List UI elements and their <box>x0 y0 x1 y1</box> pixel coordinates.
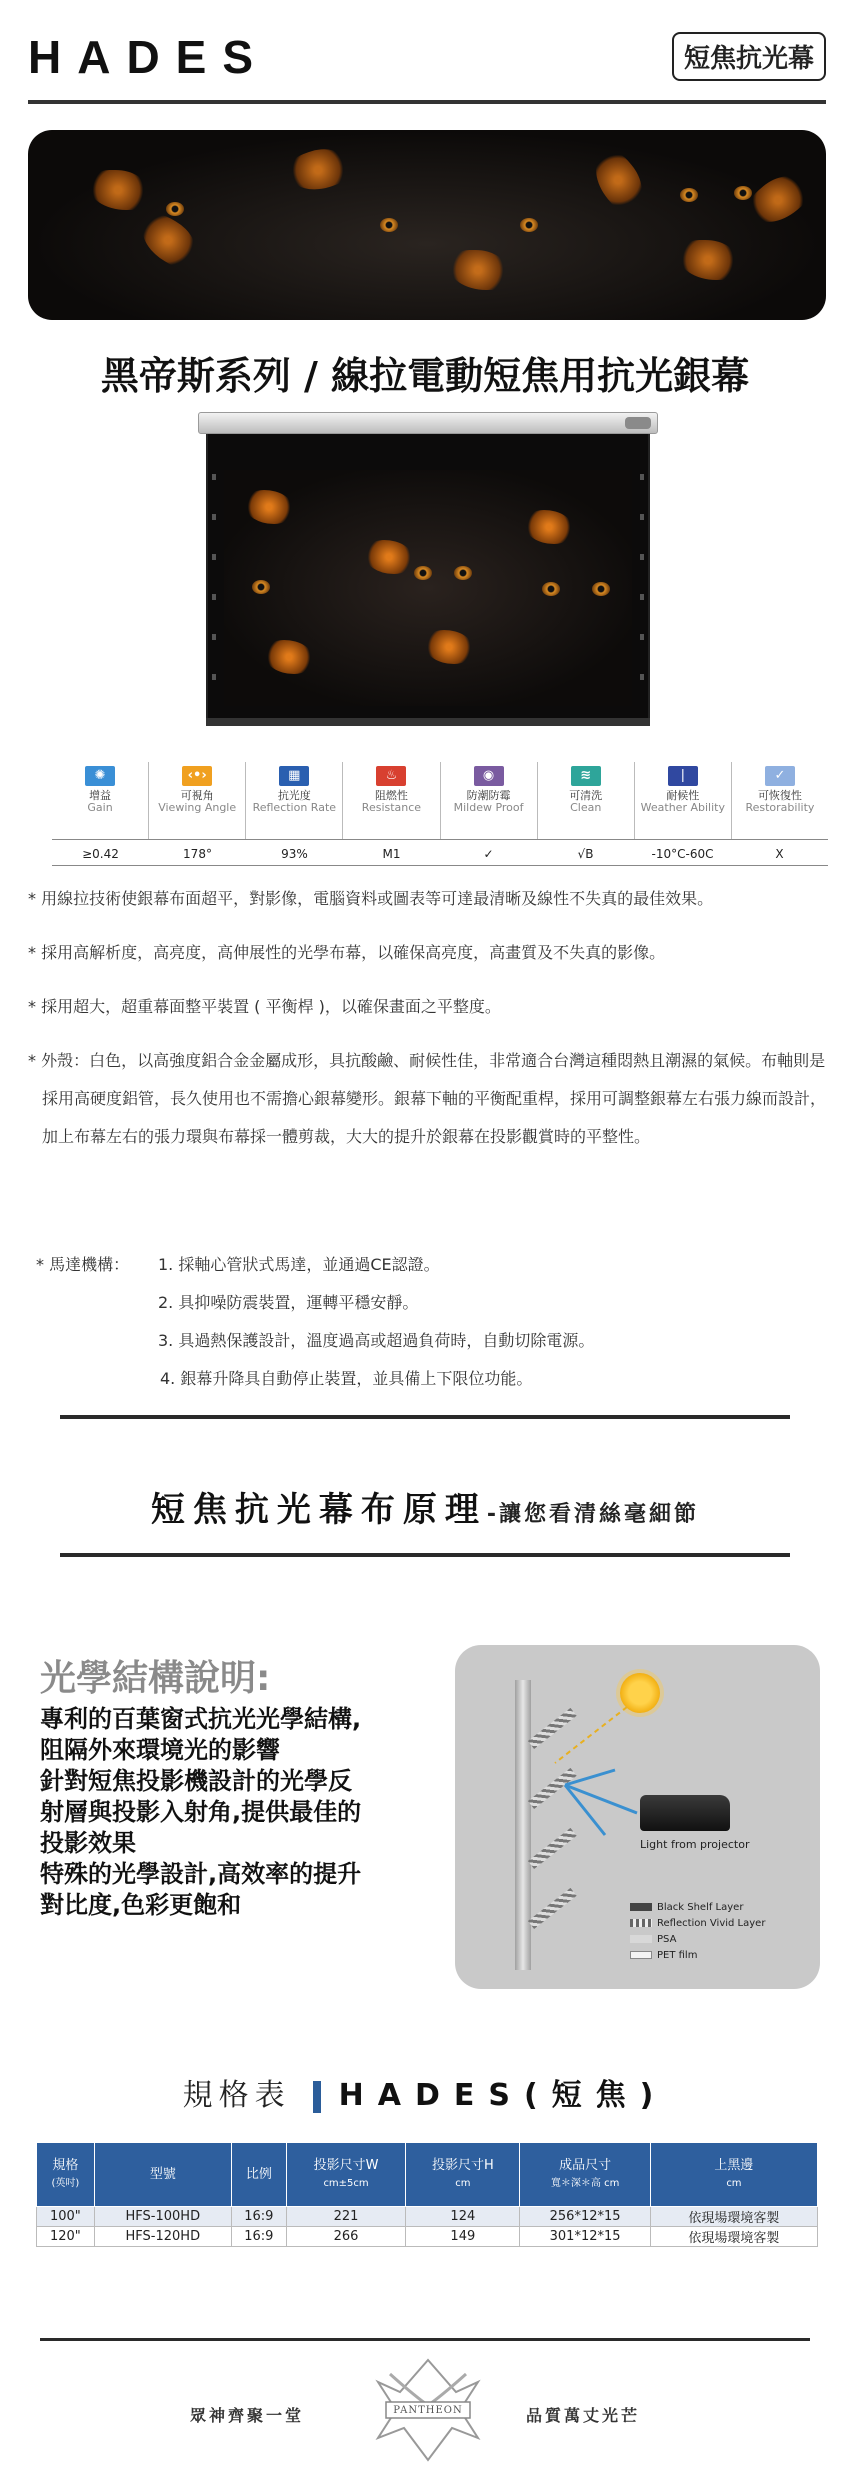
table-cell: 266 <box>286 2227 406 2247</box>
motor-item: 3. 具過熱保護設計，溫度過高或超過負荷時，自動切除電源。 <box>158 1331 595 1350</box>
feature-cell <box>635 762 732 839</box>
desc-item: * 採用超大，超重幕面整平裝置 ( 平衡桿 )，以確保畫面之平整度。 <box>28 997 501 1016</box>
spec-table <box>36 2142 818 2247</box>
emblem-label: PANTHEON <box>393 2405 463 2416</box>
feature-label-en: Clean <box>570 801 602 814</box>
screen-image <box>224 470 632 706</box>
accent-bar <box>313 2081 321 2113</box>
feature-value: 178° <box>183 847 212 861</box>
spec-header-cell: 投影尺寸W cm±5cm <box>286 2143 406 2207</box>
motor-item: 1. 採軸心管狀式馬達，並通過CE認證。 <box>158 1255 440 1274</box>
motor-item: 2. 具抑噪防震裝置，運轉平穩安靜。 <box>158 1293 419 1312</box>
feature-cell <box>52 762 149 839</box>
feature-value: ✓ <box>483 847 494 861</box>
table-cell: 16:9 <box>231 2227 286 2247</box>
feature-values-row <box>52 844 828 866</box>
section-divider <box>60 1553 790 1557</box>
table-cell: 124 <box>406 2207 520 2227</box>
projector-label: Light from projector <box>640 1838 750 1851</box>
spec-header-cell: 比例 <box>231 2143 286 2207</box>
feature-label-zh: 增益 <box>89 789 112 802</box>
legend-item: Black Shelf Layer <box>630 1900 765 1916</box>
optical-line: 阻隔外來環境光的影響 <box>40 1736 280 1764</box>
feature-label-en: Restorability <box>745 801 815 814</box>
feature-cell <box>149 762 246 839</box>
gain-icon: ✺ <box>85 766 115 786</box>
feature-label-zh: 耐候性 <box>666 789 700 802</box>
weather-icon: ❘ <box>668 766 698 786</box>
legend-item: PET film <box>630 1948 765 1964</box>
desc-item: * 採用高解析度，高亮度，高伸展性的光學布幕，以確保高亮度，高畫質及不失真的影像。 <box>28 943 666 962</box>
spec-header-cell: 型號 <box>94 2143 231 2207</box>
table-cell: 依現場環境客製 <box>650 2227 817 2247</box>
table-cell: 依現場環境客製 <box>650 2207 817 2227</box>
header-divider <box>28 100 826 104</box>
table-cell: 120" <box>37 2227 95 2247</box>
feature-cell <box>441 762 538 839</box>
viewing-angle-icon: ‹•› <box>182 766 212 786</box>
feature-value: -10°C-60C <box>651 847 714 861</box>
table-cell: 301*12*15 <box>520 2227 651 2247</box>
table-cell: 16:9 <box>231 2207 286 2227</box>
projector-icon <box>640 1795 730 1831</box>
spec-heading <box>0 2070 850 2114</box>
optical-title: 光學結構說明: <box>40 1658 271 1699</box>
legend-item: Reflection Vivid Layer <box>630 1916 765 1932</box>
feature-table <box>52 762 828 840</box>
feature-value: X <box>775 847 784 861</box>
feature-label-zh: 防潮防霉 <box>466 789 511 802</box>
feature-label-zh: 可視角 <box>180 789 214 802</box>
optical-line: 特殊的光學設計,高效率的提升 <box>40 1860 362 1888</box>
feature-value: M1 <box>382 847 401 861</box>
reflection-icon: ▦ <box>279 766 309 786</box>
optical-text <box>40 1704 420 1921</box>
feature-cell <box>732 762 828 839</box>
principle-subtitle: -讓您看清絲毫細節 <box>486 1502 700 1527</box>
motor-label: * 馬達機構： <box>36 1255 130 1274</box>
page-title: 黑帝斯系列 / 線拉電動短焦用抗光銀幕 <box>100 354 750 398</box>
brand-logo: HADES <box>28 31 270 83</box>
table-cell: HFS-120HD <box>94 2227 231 2247</box>
spec-heading-label: 規格表 <box>182 2078 291 2113</box>
table-row <box>37 2207 818 2227</box>
optical-line: 對比度,色彩更飽和 <box>40 1891 242 1919</box>
feature-cell <box>343 762 440 839</box>
footer-slogan-left: 眾神齊聚一堂 <box>190 2406 305 2425</box>
table-cell: 149 <box>406 2227 520 2247</box>
spec-header-cell: 投影尺寸H cm <box>406 2143 520 2207</box>
feature-label-en: Weather Ability <box>640 801 725 814</box>
spec-header-cell: 規格 (英吋) <box>37 2143 95 2207</box>
feature-label-zh: 抗光度 <box>277 789 311 802</box>
flame-icon: ♨ <box>376 766 406 786</box>
desc-item: * 用線拉技術使銀幕布面超平，對影像，電腦資料或圖表等可達最清晰及線性不失真的最佳效果。 <box>28 889 714 908</box>
spec-header-cell: 上黑邊 cm <box>650 2143 817 2207</box>
optical-diagram <box>455 1645 820 1989</box>
restore-icon: ✓ <box>765 766 795 786</box>
mildew-icon: ◉ <box>474 766 504 786</box>
feature-cell <box>538 762 635 839</box>
table-cell: 256*12*15 <box>520 2207 651 2227</box>
feature-value: 93% <box>281 847 308 861</box>
spec-product-name: HADES(短焦) <box>338 2078 668 2113</box>
footer-divider <box>40 2338 810 2341</box>
optical-line: 射層與投影入射角,提供最佳的 <box>40 1798 362 1826</box>
table-cell: HFS-100HD <box>94 2207 231 2227</box>
screen-housing <box>198 412 658 434</box>
legend-item: PSA <box>630 1932 765 1948</box>
hero-banner <box>28 130 826 320</box>
diagram-legend <box>630 1900 765 1964</box>
product-badge: 短焦抗光幕 <box>672 32 826 81</box>
table-row <box>37 2227 818 2247</box>
clean-icon: ≋ <box>571 766 601 786</box>
optical-line: 投影效果 <box>40 1829 136 1857</box>
optical-line: 針對短焦投影機設計的光學反 <box>40 1767 352 1795</box>
motor-item: 4. 銀幕升降具自動停止裝置，並具備上下限位功能。 <box>160 1369 533 1388</box>
feature-description <box>28 880 828 1156</box>
feature-label-zh: 阻燃性 <box>374 789 408 802</box>
feature-label-en: Mildew Proof <box>453 801 524 814</box>
feature-value: ≥0.42 <box>82 847 119 861</box>
feature-label-en: Reflection Rate <box>252 801 337 814</box>
feature-label-zh: 可恢復性 <box>757 789 802 802</box>
section-divider <box>60 1415 790 1419</box>
feature-label-zh: 可清洗 <box>569 789 603 802</box>
table-cell: 100" <box>37 2207 95 2227</box>
desc-item: * 外殼：白色，以高強度鋁合金金屬成形，具抗酸鹼、耐候性佳，非常適合台灣這種悶熱且潮濕的氣候。布軸則是採用高硬度鋁管，長久使用也不需擔心銀幕變形。銀幕下軸的平衡配重桿，採用可調整銀幕左右張力線而設計，加上布幕左右的張力環與布幕採一體剪裁，大大的提升於銀幕在投影觀賞時的平整性。 <box>28 1051 827 1146</box>
optical-line: 專利的百葉窗式抗光光學結構, <box>40 1705 362 1733</box>
footer-slogan-right: 品質萬丈光芒 <box>526 2406 641 2425</box>
spec-header-cell: 成品尺寸 寬＊深＊高 cm <box>520 2143 651 2207</box>
feature-label-en: Viewing Angle <box>158 801 237 814</box>
principle-title <box>0 1482 850 1531</box>
feature-cell <box>246 762 343 839</box>
feature-label-en: Gain <box>87 801 113 814</box>
housing-logo <box>625 417 651 429</box>
principle-heading: 短焦抗光幕布原理 <box>150 1490 487 1530</box>
table-cell: 221 <box>286 2207 406 2227</box>
feature-label-en: Resistance <box>361 801 422 814</box>
screen-bottom-bar <box>206 718 650 726</box>
feature-value: √B <box>577 847 594 861</box>
